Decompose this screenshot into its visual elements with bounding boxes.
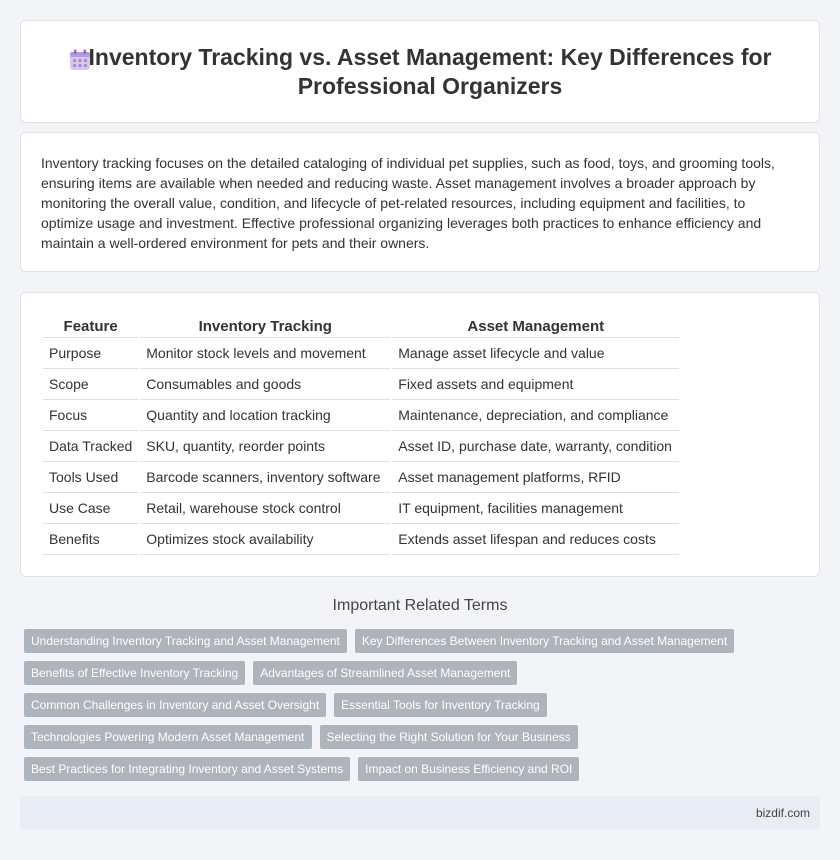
table-cell: Focus	[43, 399, 139, 430]
related-term-tag[interactable]: Essential Tools for Inventory Tracking	[334, 693, 547, 717]
table-cell: Asset ID, purchase date, warranty, condition	[391, 430, 679, 461]
table-cell: Purpose	[43, 337, 139, 368]
table-cell: Data Tracked	[43, 430, 139, 461]
table-cell: IT equipment, facilities management	[391, 492, 679, 523]
related-term-tag[interactable]: Selecting the Right Solution for Your Business	[320, 725, 578, 749]
table-cell: Fixed assets and equipment	[391, 368, 679, 399]
table-header-row	[43, 315, 679, 337]
related-term-tag[interactable]: Best Practices for Integrating Inventory and Asset Systems	[24, 757, 350, 781]
table-cell: Benefits	[43, 523, 139, 554]
footer	[20, 796, 820, 829]
table-row	[43, 399, 679, 430]
related-term-tag[interactable]: Understanding Inventory Tracking and Asset Management	[24, 629, 347, 653]
related-term-tag[interactable]: Benefits of Effective Inventory Tracking	[24, 661, 245, 685]
comparison-table-card	[20, 292, 820, 577]
related-term-tag[interactable]: Common Challenges in Inventory and Asset Oversight	[24, 693, 326, 717]
table-cell: Maintenance, depreciation, and compliance	[391, 399, 679, 430]
intro-paragraph: Inventory tracking focuses on the detailed cataloging of individual pet supplies, such as food, toys, and grooming tools, ensuring items are available when needed and reducing waste. Asset management involves a broader approach by monitoring the overall value, condition, and lifecycle of pet-related resources, including equipment and facilities, to optimize usage and investment. Effective professional organizing leverages both practices to enhance efficiency and maintain a well-ordered environment for pets and their owners.	[41, 155, 775, 251]
page-title: Inventory Tracking vs. Asset Management: Key Differences for Professional Organizers	[88, 44, 772, 99]
table-cell: Extends asset lifespan and reduces costs	[391, 523, 679, 554]
footer-brand[interactable]: bizdif.com	[755, 806, 810, 820]
comparison-table	[43, 315, 679, 555]
table-cell: Manage asset lifecycle and value	[391, 337, 679, 368]
column-header: Feature	[43, 315, 139, 337]
table-row	[43, 492, 679, 523]
column-header: Asset Management	[391, 315, 679, 337]
table-row	[43, 523, 679, 554]
table-cell: Use Case	[43, 492, 139, 523]
table-cell: Retail, warehouse stock control	[139, 492, 391, 523]
table-cell: Barcode scanners, inventory software	[139, 461, 391, 492]
table-cell: Scope	[43, 368, 139, 399]
table-row	[43, 461, 679, 492]
table-cell: Consumables and goods	[139, 368, 391, 399]
related-term-tag[interactable]: Impact on Business Efficiency and ROI	[358, 757, 579, 781]
related-terms-heading: Important Related Terms	[332, 597, 508, 614]
table-cell: Optimizes stock availability	[139, 523, 391, 554]
table-row	[43, 430, 679, 461]
table-row	[43, 337, 679, 368]
related-terms-list	[24, 629, 754, 789]
table-cell: Quantity and location tracking	[139, 399, 391, 430]
related-term-tag[interactable]: Advantages of Streamlined Asset Management	[253, 661, 517, 685]
header-card	[20, 20, 820, 123]
table-cell: Asset management platforms, RFID	[391, 461, 679, 492]
table-cell: Tools Used	[43, 461, 139, 492]
intro-card	[20, 132, 820, 272]
table-cell: SKU, quantity, reorder points	[139, 430, 391, 461]
related-term-tag[interactable]: Technologies Powering Modern Asset Management	[24, 725, 312, 749]
table-cell: Monitor stock levels and movement	[139, 337, 391, 368]
column-header: Inventory Tracking	[139, 315, 391, 337]
related-term-tag[interactable]: Key Differences Between Inventory Tracking and Asset Management	[355, 629, 734, 653]
table-row	[43, 368, 679, 399]
